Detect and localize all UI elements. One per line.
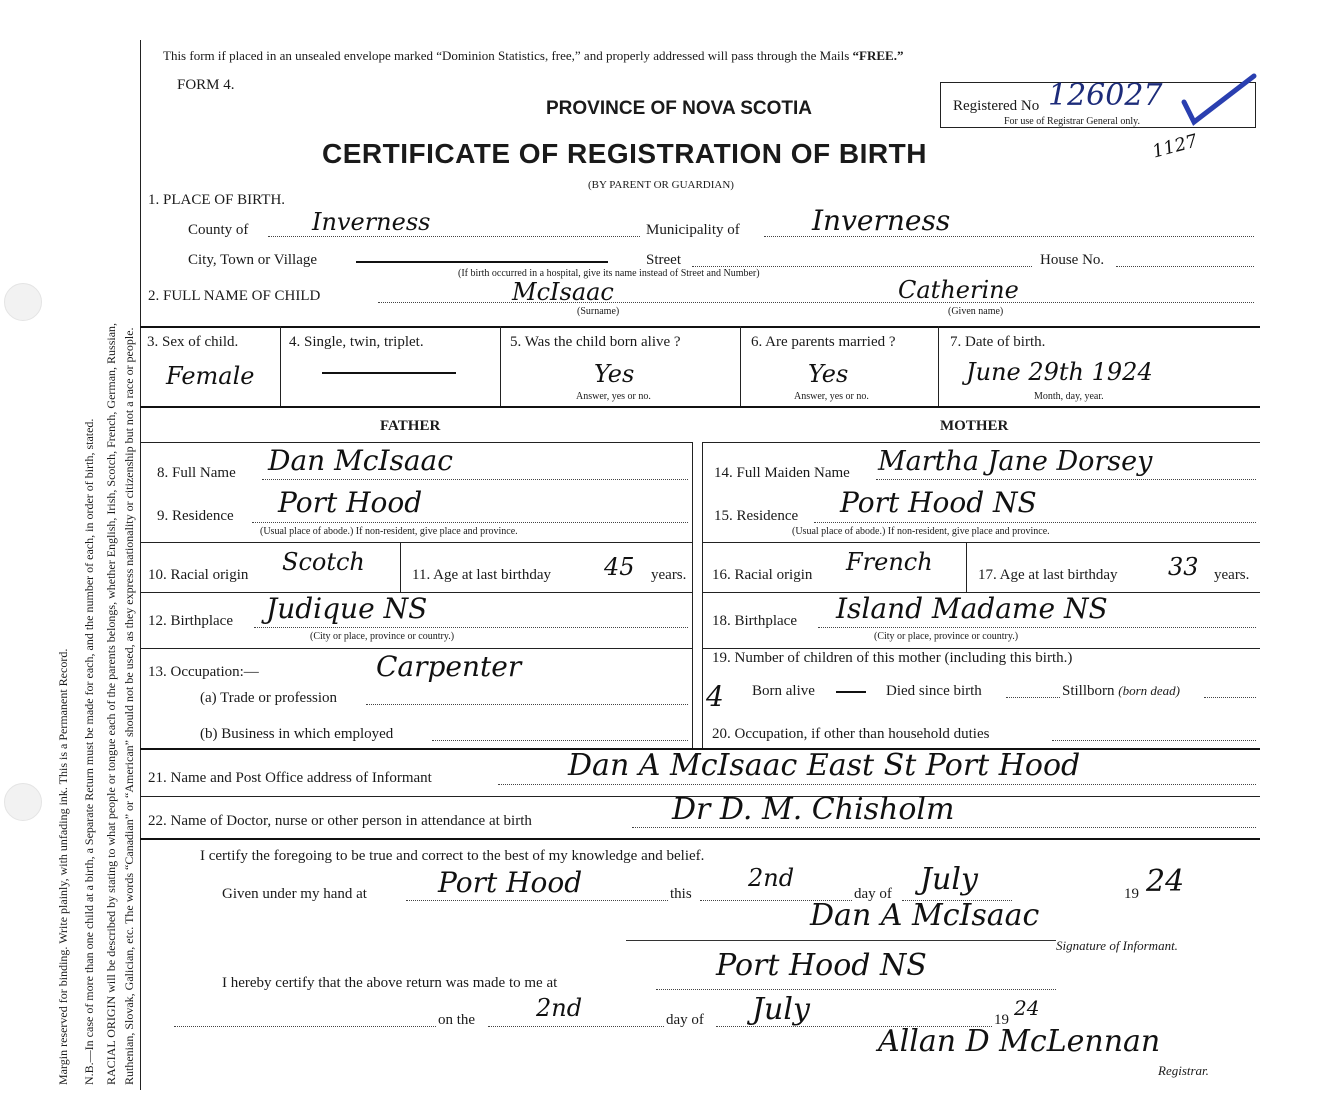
child-name-line: [378, 302, 1254, 303]
informant-line: [498, 784, 1256, 785]
date-of-birth-value: June 29th 1924: [966, 358, 1153, 386]
mother-occupation-line: [1052, 740, 1256, 741]
father-age-suffix: years.: [651, 567, 687, 583]
header-rule: [702, 442, 1260, 443]
father-birthplace-line: [254, 627, 688, 628]
place-of-birth-label: 1. PLACE OF BIRTH.: [148, 192, 286, 208]
sex-label: 3. Sex of child.: [147, 334, 239, 350]
multiple-birth-dash: [322, 372, 456, 374]
given-under-label: Given under my hand at: [222, 886, 367, 902]
col-rule: [740, 326, 741, 406]
business-label: (b) Business in which employed: [200, 726, 394, 742]
row-rule: [140, 326, 1260, 328]
registered-annotation: 1127: [1150, 130, 1200, 163]
this-label: this: [670, 886, 692, 902]
mother-birthplace-value: Island Madame NS: [836, 592, 1108, 625]
mother-name-value: Martha Jane Dorsey: [878, 446, 1153, 477]
mother-birthplace-caption: (City or place, province or country.): [874, 631, 1019, 642]
registrar-on-label: on the: [438, 1012, 476, 1028]
side-note-2: N.B.—In case of more than one child at a birth, a Separate Return must be made for each, and the number of each, in order of birth, stated.: [82, 418, 96, 1085]
mother-racial-label: 16. Racial origin: [712, 567, 813, 583]
signature-caption: Signature of Informant.: [1056, 938, 1178, 953]
row-rule: [140, 542, 692, 543]
mother-racial-value: French: [846, 548, 933, 576]
died-since-birth-line: [1006, 697, 1060, 698]
given-day-value: 2nd: [748, 864, 795, 892]
doctor-label: 22. Name of Doctor, nurse or other person in attendance at birth: [148, 813, 532, 829]
father-racial-value: Scotch: [282, 548, 365, 576]
mail-notice: [163, 48, 903, 64]
mother-col-rule: [702, 442, 703, 748]
registrar-day-of-label: day of: [666, 1012, 704, 1028]
given-place-value: Port Hood: [438, 866, 583, 899]
given-month-value: July: [920, 862, 978, 897]
municipality-label: Municipality of: [646, 222, 740, 238]
parents-married-label: 6. Are parents married ?: [751, 334, 896, 350]
father-racial-label: 10. Racial origin: [148, 567, 249, 583]
given-caption: (Given name): [948, 306, 1004, 317]
mother-occupation-label: 20. Occupation, if other than household duties: [712, 726, 990, 742]
registrar-signature: Allan D McLennan: [878, 1024, 1161, 1059]
mother-age-value: 33: [1168, 553, 1199, 581]
father-residence-caption: (Usual place of abode.) If non-resident, give place and province.: [260, 526, 518, 537]
father-birthplace-label: 12. Birthplace: [148, 613, 233, 629]
child-name-label: 2. FULL NAME OF CHILD: [148, 288, 321, 304]
child-given-value: Catherine: [898, 276, 1019, 304]
mail-notice-text: This form if placed in an unsealed envelope marked “Dominion Statistics, free,” and properly addressed will pass through the Mails: [163, 48, 853, 63]
mother-name-line: [876, 479, 1256, 480]
row-rule: [140, 648, 692, 649]
registrar-day-line: [488, 1026, 664, 1027]
doctor-line: [632, 827, 1256, 828]
father-age-label: 11. Age at last birthday: [412, 567, 551, 583]
informant-value: Dan A McIsaac East St Port Hood: [568, 748, 1081, 783]
header-rule: [140, 442, 692, 443]
mother-age-suffix: years.: [1214, 567, 1250, 583]
row-rule: [702, 542, 1260, 543]
children-count-value: 4: [706, 680, 724, 713]
father-age-value: 45: [604, 553, 635, 581]
trade-label: (a) Trade or profession: [200, 690, 338, 706]
col-rule: [280, 326, 281, 406]
registrar-lead-line: [174, 1026, 436, 1027]
died-since-birth-label: Died since birth: [886, 683, 982, 699]
given-year-prefix: 19: [1124, 886, 1139, 902]
mother-heading: MOTHER: [940, 418, 1009, 434]
stillborn-text: Stillborn: [1062, 683, 1115, 699]
mother-name-label: 14. Full Maiden Name: [714, 465, 850, 481]
born-alive-label: 5. Was the child born alive ?: [510, 334, 681, 350]
date-of-birth-label: 7. Date of birth.: [950, 334, 1046, 350]
business-line: [432, 740, 688, 741]
mother-residence-value: Port Hood NS: [840, 486, 1037, 519]
given-place-line: [406, 900, 668, 901]
row-rule: [140, 838, 1260, 840]
province-heading: PROVINCE OF NOVA SCOTIA: [546, 98, 813, 119]
certificate-title: CERTIFICATE OF REGISTRATION OF BIRTH: [322, 138, 927, 169]
check-mark-icon: [1180, 72, 1260, 132]
registrar-year-prefix: 19: [994, 1012, 1009, 1028]
col-rule: [966, 542, 967, 592]
stillborn-note: (born dead): [1118, 683, 1181, 698]
binding-hole: [4, 283, 42, 321]
street-line: [692, 266, 1032, 267]
father-birthplace-value: Judique NS: [266, 592, 428, 625]
father-birthplace-caption: (City or place, province or country.): [310, 631, 455, 642]
city-label: City, Town or Village: [188, 252, 318, 268]
parents-married-caption: Answer, yes or no.: [794, 391, 869, 402]
father-occupation-value: Carpenter: [376, 650, 522, 683]
side-note-4: Ruthenian, Slovak, Galician, etc. The words “Canadian” or “American” should not be used, as they express nationality or citizenship but not a race or people.: [122, 327, 136, 1085]
certificate-subtitle: (BY PARENT OR GUARDIAN): [588, 179, 734, 191]
col-rule: [400, 542, 401, 592]
county-label: County of: [188, 222, 249, 238]
date-of-birth-caption: Month, day, year.: [1034, 391, 1104, 402]
born-alive-value: Yes: [594, 360, 635, 388]
registrar-place-value: Port Hood NS: [716, 948, 927, 983]
mother-residence-line: [814, 522, 1256, 523]
registrar-place-line: [656, 989, 1056, 990]
father-name-label: 8. Full Name: [157, 465, 236, 481]
father-name-line: [262, 479, 688, 480]
sex-value: Female: [166, 362, 255, 390]
mother-residence-caption: (Usual place of abode.) If non-resident, give place and province.: [792, 526, 1050, 537]
born-alive-dash: [836, 691, 866, 693]
parents-married-value: Yes: [808, 360, 849, 388]
registrar-month-value: July: [752, 992, 810, 1027]
mother-birthplace-line: [818, 627, 1256, 628]
side-note-3: RACIAL ORIGIN will be described by stating to what people or tongue each of the parents belongs, whether English, Irish, Scotch, French, German, Russian,: [104, 322, 118, 1085]
margin-line: [140, 40, 141, 1090]
mother-residence-label: 15. Residence: [714, 508, 799, 524]
born-alive-count-label: Born alive: [752, 683, 815, 699]
multiple-birth-label: 4. Single, twin, triplet.: [289, 334, 424, 350]
signature-line: [626, 940, 1056, 941]
registrar-day-value: 2nd: [536, 994, 583, 1022]
informant-signature: Dan A McIsaac: [810, 898, 1040, 933]
registered-label: Registered No: [953, 98, 1040, 114]
informant-label: 21. Name and Post Office address of Informant: [148, 770, 432, 786]
father-col-rule: [692, 442, 693, 748]
given-day-of-label: day of: [854, 886, 892, 902]
col-rule: [938, 326, 939, 406]
house-line: [1116, 266, 1254, 267]
surname-caption: (Surname): [577, 306, 620, 317]
binding-hole: [4, 783, 42, 821]
house-label: House No.: [1040, 252, 1105, 268]
father-residence-label: 9. Residence: [157, 508, 234, 524]
father-heading: FATHER: [380, 418, 441, 434]
stillborn-label: [1062, 683, 1180, 700]
children-count-label: 19. Number of children of this mother (including this birth.): [712, 650, 1073, 666]
certify-statement: I certify the foregoing to be true and correct to the best of my knowledge and belief.: [200, 848, 705, 864]
mother-birthplace-label: 18. Birthplace: [712, 613, 797, 629]
registrar-year-value: 24: [1014, 996, 1040, 1020]
street-label: Street: [646, 252, 681, 268]
child-surname-value: McIsaac: [512, 278, 614, 306]
trade-line: [366, 704, 688, 705]
mail-notice-free: “FREE.”: [852, 48, 904, 63]
registered-number: 126027: [1048, 78, 1163, 113]
side-note-1: Margin reserved for binding. Write plainly, with unfading ink. This is a Permanent Record.: [56, 648, 70, 1085]
registrar-statement: I hereby certify that the above return was made to me at: [222, 975, 558, 991]
row-rule: [702, 648, 1260, 649]
father-name-value: Dan McIsaac: [268, 444, 453, 477]
county-line: [268, 236, 640, 237]
given-year-value: 24: [1146, 864, 1185, 899]
form-number: FORM 4.: [177, 77, 235, 93]
municipality-value: Inverness: [812, 204, 951, 237]
registrar-caption: Registrar.: [1158, 1063, 1209, 1078]
registrar-note: For use of Registrar General only.: [1004, 116, 1140, 127]
father-occupation-label: 13. Occupation:—: [148, 664, 259, 680]
city-dash: [356, 261, 608, 263]
father-residence-value: Port Hood: [278, 486, 423, 519]
mother-age-label: 17. Age at last birthday: [978, 567, 1118, 583]
born-alive-caption: Answer, yes or no.: [576, 391, 651, 402]
stillborn-line: [1204, 697, 1256, 698]
hospital-note: (If birth occurred in a hospital, give its name instead of Street and Number): [458, 268, 760, 279]
doctor-value: Dr D. M. Chisholm: [672, 792, 955, 827]
father-residence-line: [252, 522, 688, 523]
col-rule: [500, 326, 501, 406]
county-value: Inverness: [312, 208, 431, 236]
row-rule: [140, 406, 1260, 408]
